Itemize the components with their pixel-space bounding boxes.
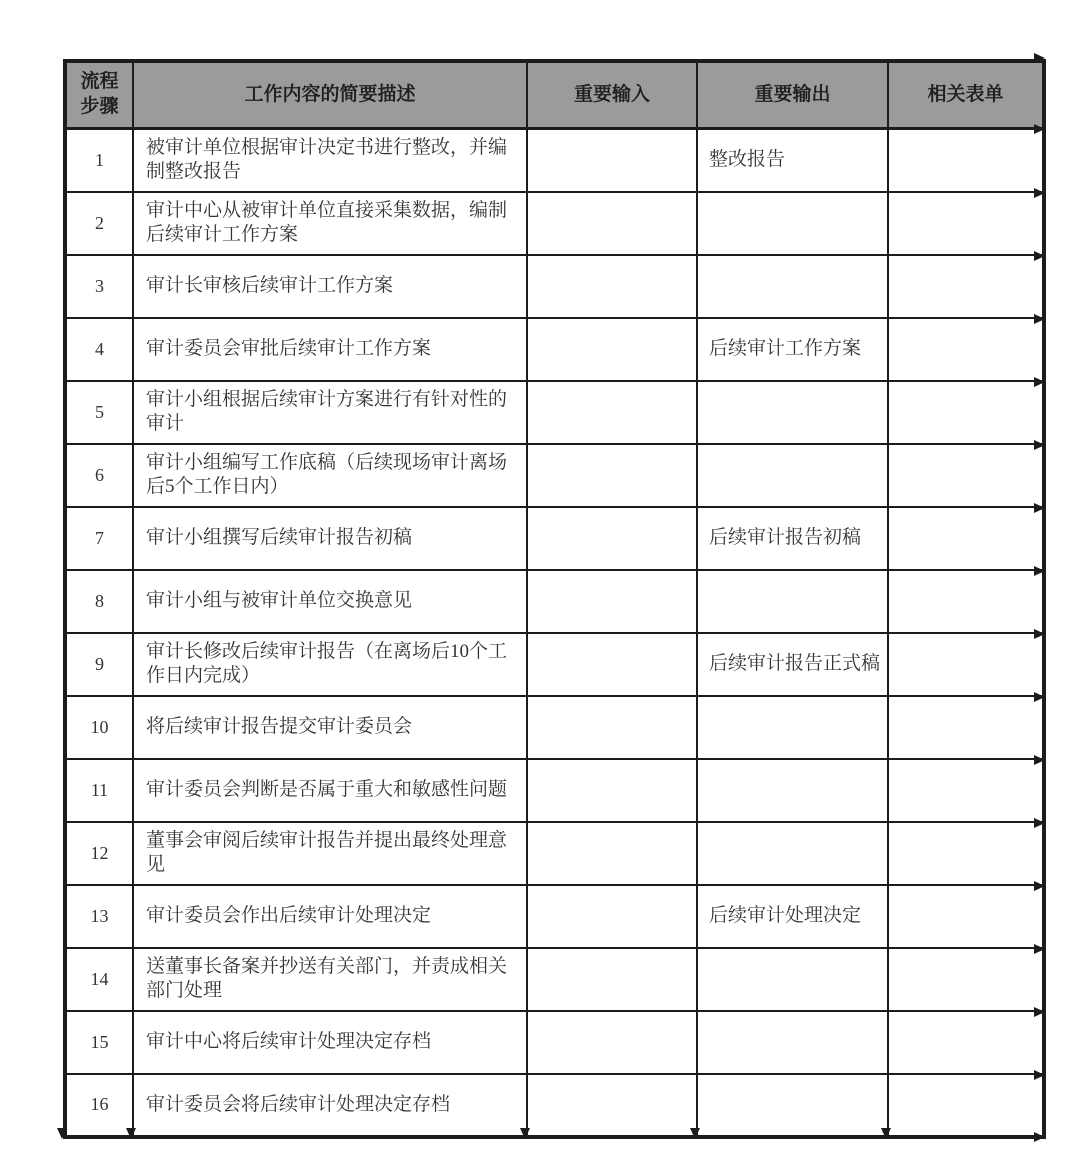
col-header-input: 重要输入 xyxy=(527,61,697,129)
input-cell xyxy=(527,570,697,633)
table-row xyxy=(65,696,1044,759)
input-cell xyxy=(527,255,697,318)
output-cell: 整改报告 xyxy=(697,129,888,192)
form-cell xyxy=(888,507,1044,570)
table-row xyxy=(65,822,1044,885)
output-cell xyxy=(697,381,888,444)
col-header-form: 相关表单 xyxy=(888,61,1044,129)
input-cell xyxy=(527,507,697,570)
form-cell xyxy=(888,1011,1044,1074)
input-cell xyxy=(527,822,697,885)
step-number: 11 xyxy=(65,759,133,822)
col-header-step: 流程步骤 xyxy=(65,61,133,129)
description-cell: 审计长修改后续审计报告（在离场后10个工作日内完成） xyxy=(133,633,527,696)
step-number: 12 xyxy=(65,822,133,885)
form-cell xyxy=(888,381,1044,444)
form-cell xyxy=(888,1074,1044,1137)
input-cell xyxy=(527,759,697,822)
input-cell xyxy=(527,885,697,948)
form-cell xyxy=(888,192,1044,255)
table-row xyxy=(65,1074,1044,1137)
output-cell xyxy=(697,444,888,507)
description-cell: 董事会审阅后续审计报告并提出最终处理意见 xyxy=(133,822,527,885)
output-cell: 后续审计处理决定 xyxy=(697,885,888,948)
form-cell xyxy=(888,318,1044,381)
description-cell: 被审计单位根据审计决定书进行整改，并编制整改报告 xyxy=(133,129,527,192)
output-cell: 后续审计工作方案 xyxy=(697,318,888,381)
step-number: 2 xyxy=(65,192,133,255)
description-cell: 审计小组撰写后续审计报告初稿 xyxy=(133,507,527,570)
step-number: 14 xyxy=(65,948,133,1011)
step-number: 6 xyxy=(65,444,133,507)
step-number: 13 xyxy=(65,885,133,948)
description-cell: 审计小组编写工作底稿（后续现场审计离场后5个工作日内） xyxy=(133,444,527,507)
form-cell xyxy=(888,570,1044,633)
description-cell: 审计小组与被审计单位交换意见 xyxy=(133,570,527,633)
form-cell xyxy=(888,822,1044,885)
table-row xyxy=(65,381,1044,444)
form-cell xyxy=(888,948,1044,1011)
description-cell: 审计中心将后续审计处理决定存档 xyxy=(133,1011,527,1074)
form-cell xyxy=(888,759,1044,822)
table-row xyxy=(65,759,1044,822)
input-cell xyxy=(527,318,697,381)
table-row xyxy=(65,570,1044,633)
input-cell xyxy=(527,1074,697,1137)
table-row xyxy=(65,948,1044,1011)
step-number: 10 xyxy=(65,696,133,759)
output-cell xyxy=(697,696,888,759)
step-number: 16 xyxy=(65,1074,133,1137)
description-cell: 审计委员会作出后续审计处理决定 xyxy=(133,885,527,948)
input-cell xyxy=(527,696,697,759)
output-cell xyxy=(697,570,888,633)
table-row xyxy=(65,885,1044,948)
input-cell xyxy=(527,381,697,444)
description-cell: 审计委员会判断是否属于重大和敏感性问题 xyxy=(133,759,527,822)
form-cell xyxy=(888,885,1044,948)
description-cell: 审计长审核后续审计工作方案 xyxy=(133,255,527,318)
output-cell xyxy=(697,192,888,255)
step-number: 4 xyxy=(65,318,133,381)
table-row xyxy=(65,507,1044,570)
header-row xyxy=(65,61,1044,129)
step-number: 8 xyxy=(65,570,133,633)
table-row xyxy=(65,633,1044,696)
step-number: 9 xyxy=(65,633,133,696)
output-cell xyxy=(697,1074,888,1137)
output-cell xyxy=(697,255,888,318)
description-cell: 将后续审计报告提交审计委员会 xyxy=(133,696,527,759)
form-cell xyxy=(888,444,1044,507)
description-cell: 审计委员会审批后续审计工作方案 xyxy=(133,318,527,381)
col-header-description: 工作内容的简要描述 xyxy=(133,61,527,129)
table-row xyxy=(65,129,1044,192)
output-cell xyxy=(697,822,888,885)
step-number: 1 xyxy=(65,129,133,192)
input-cell xyxy=(527,444,697,507)
form-cell xyxy=(888,696,1044,759)
output-cell: 后续审计报告正式稿 xyxy=(697,633,888,696)
output-cell xyxy=(697,948,888,1011)
step-number: 5 xyxy=(65,381,133,444)
table-row xyxy=(65,192,1044,255)
form-cell xyxy=(888,633,1044,696)
audit-process-table xyxy=(63,59,1046,1139)
description-cell: 审计小组根据后续审计方案进行有针对性的审计 xyxy=(133,381,527,444)
form-cell xyxy=(888,129,1044,192)
col-header-output: 重要输出 xyxy=(697,61,888,129)
step-number: 7 xyxy=(65,507,133,570)
description-cell: 审计委员会将后续审计处理决定存档 xyxy=(133,1074,527,1137)
step-number: 15 xyxy=(65,1011,133,1074)
output-cell xyxy=(697,1011,888,1074)
input-cell xyxy=(527,1011,697,1074)
table-row xyxy=(65,318,1044,381)
table-row xyxy=(65,1011,1044,1074)
table-row xyxy=(65,255,1044,318)
description-cell: 送董事长备案并抄送有关部门，并责成相关部门处理 xyxy=(133,948,527,1011)
table-row xyxy=(65,444,1044,507)
input-cell xyxy=(527,192,697,255)
input-cell xyxy=(527,129,697,192)
input-cell xyxy=(527,948,697,1011)
output-cell xyxy=(697,759,888,822)
description-cell: 审计中心从被审计单位直接采集数据，编制后续审计工作方案 xyxy=(133,192,527,255)
step-number: 3 xyxy=(65,255,133,318)
form-cell xyxy=(888,255,1044,318)
input-cell xyxy=(527,633,697,696)
output-cell: 后续审计报告初稿 xyxy=(697,507,888,570)
